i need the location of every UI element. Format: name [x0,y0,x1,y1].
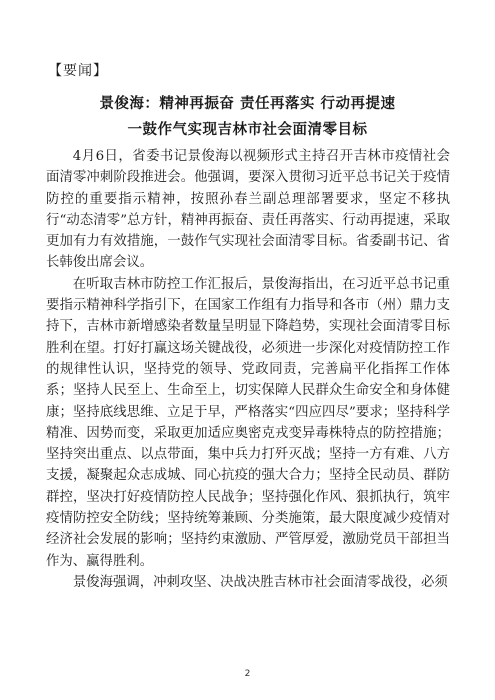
headline-line-2: 一鼓作气实现吉林市社会面清零目标 [127,121,368,138]
section-tag: 【要闻】 [48,63,108,79]
paragraph-3: 景俊海强调，冲刺攻坚、决战决胜吉林市社会面清零战役，必须 [72,574,448,590]
paragraph-1: 4月6日，省委书记景俊海以视频形式主持召开吉林市疫情社会面清零冲刺阶段推进会。他强调，要深入贯彻习近平总书记关于疫情防控的重要指示精神，按照孙春兰副总理部署要求，坚定不移执行“动态清零”总方针，精神再振奋、责任再落实、行动再提速，采取更加有力有效措施，一鼓作气实现社会面清零目标。省委副书记、省长韩俊出席会议。 [46,149,450,271]
page-number: 2 [244,669,251,679]
paragraph-2: 在听取吉林市防控工作汇报后，景俊海指出，在习近平总书记重要指示精神科学指引下，在国家工作组有力指导和各市（州）鼎力支持下，吉林市新增感染者数量呈明显下降趋势，实现社会面清零目标胜利在望。打好打赢这场关键战役，必须进一步深化对疫情防控工作的规律性认识，坚持党的领导、党政同责，完善扁平化指挥工作体系；坚持人民至上、生命至上，切实保障人民群众生命安全和身体健康；坚持底线思维、立足于早，严格落实“四应四尽”要求；坚持科学精准、因势而变，采取更加适应奥密克戎变异毒株特点的防控措施；坚持突出重点、以点带面，集中兵力打歼灭战；坚持一方有难、八方支援，凝聚起众志成城、同心抗疫的强大合力；坚持全民动员、群防群控，坚决打好疫情防控人民战争；坚持强化作风、狠抓执行，筑牢疫情防控安全防线；坚持统筹兼顾、分类施策，最大限度减少疫情对经济社会发展的影响；坚持约束激励、严管厚爱，激励党员干部担当作为、赢得胜利。 [46,276,450,569]
headline-line-1: 景俊海：精神再振奋 责任再落实 行动再提速 [99,95,396,112]
article-body [46,146,450,593]
